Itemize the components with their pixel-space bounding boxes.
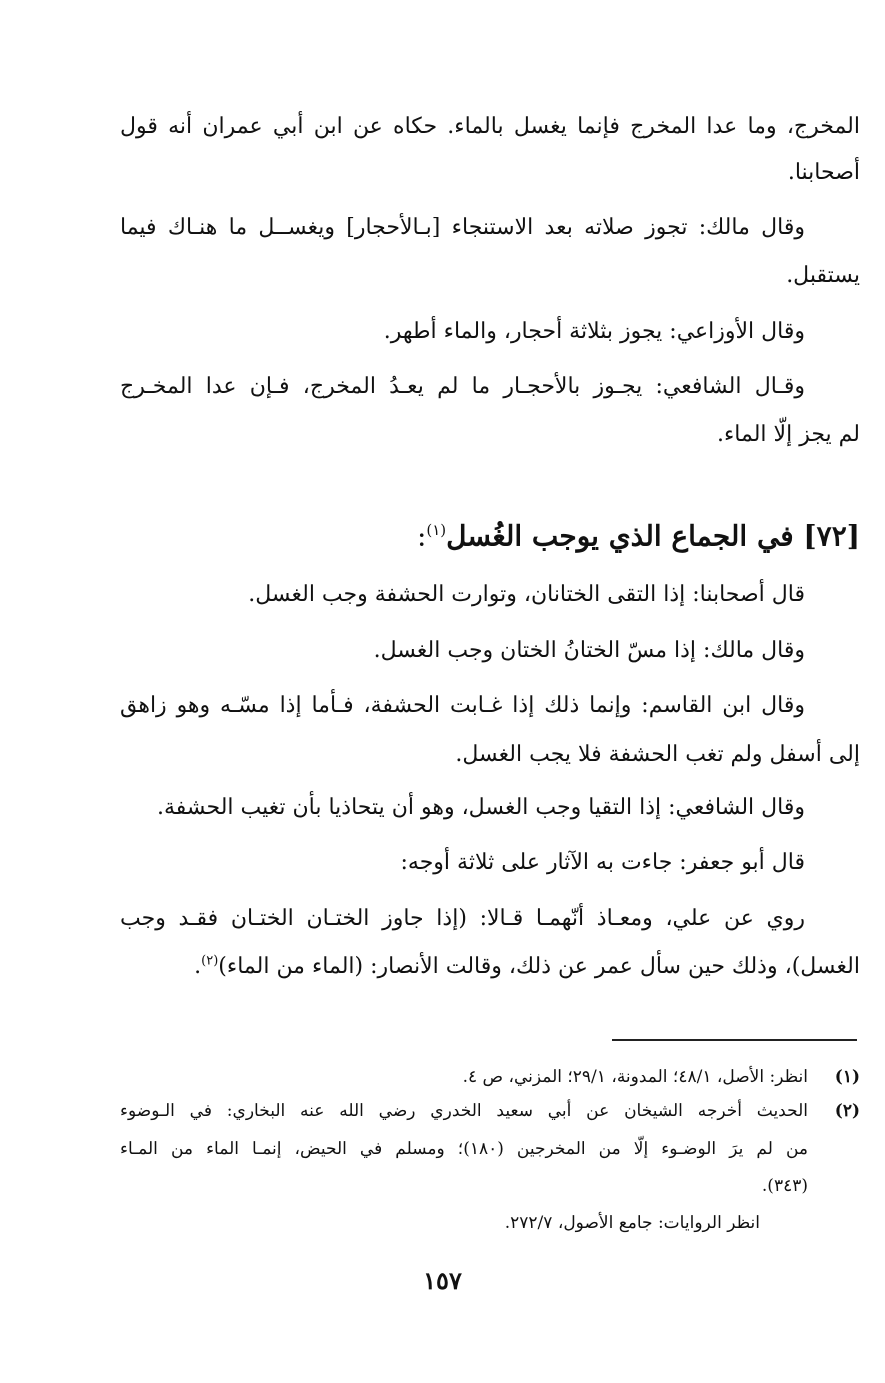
- paragraph-line: وقال مالك: إذا مسّ الختانُ الختان وجب الغسل.: [373, 638, 805, 663]
- paragraph-line: قال أصحابنا: إذا التقى الختانان، وتوارت الحشفة وجب الغسل.: [248, 582, 805, 607]
- footnote-text: انظر الروايات: جامع الأصول، ٢٧٢/٧.: [504, 1213, 760, 1233]
- footnote-text: (٣٤٣).: [761, 1176, 808, 1196]
- footnote-text: الحديث أخرجه الشيخان عن أبي سعيد الخدري رضي الله عنه البخاري: في الـوضوء: [120, 1101, 808, 1121]
- footnote-text: انظر: الأصل، ٤٨/١؛ المدونة، ٢٩/١؛ المزني، ص ٤.: [462, 1067, 808, 1087]
- footnote-separator: [612, 1039, 857, 1041]
- paragraph-line: أصحابنا.: [787, 160, 860, 185]
- section-title: في الجماع الذي يوجب الغُسل: [446, 519, 794, 553]
- footnote-number: (١): [834, 1067, 860, 1087]
- paragraph-line: يستقبل.: [786, 263, 860, 288]
- paragraph-line: روي عن علي، ومعـاذ أنّهمـا قـالا: (إذا جاوز الختـان الختـان فقـد وجب: [120, 906, 805, 931]
- paragraph-line: وقال ابن القاسم: وإنما ذلك إذا غـابت الحشفة، فـأما إذا مسّـه وهو زاهق: [120, 693, 805, 718]
- paragraph-line: وقال الشافعي: إذا التقيا وجب الغسل، وهو أن يتحاذيا بأن تغيب الحشفة.: [156, 795, 805, 820]
- paragraph-line: المخرج، وما عدا المخرج فإنما يغسل بالماء. حكاه عن ابن أبي عمران أنه قول: [120, 114, 860, 139]
- page-number: ١٥٧: [423, 1266, 462, 1295]
- paragraph-line: إلى أسفل ولم تغب الحشفة فلا يجب الغسل.: [455, 742, 860, 767]
- footnote-number: (٢): [834, 1101, 860, 1121]
- footnote-text: من لم يرَ الوضـوء إلّا من المخرجين (١٨٠)؛ ومسلم في الحيض، إنمـا الماء من المـاء: [120, 1139, 808, 1159]
- section-heading: [300, 512, 860, 554]
- footnote-ref[interactable]: (٢): [201, 953, 219, 969]
- paragraph-end: .: [194, 954, 202, 979]
- paragraph-line: [120, 952, 860, 982]
- paragraph-text: الغسل)، وذلك حين سأل عمر عن ذلك، وقالت الأنصار: (الماء من الماء): [218, 954, 860, 979]
- paragraph-line: لم يجز إلّا الماء.: [716, 422, 860, 447]
- paragraph-line: وقـال الشافعي: يجـوز بالأحجـار ما لم يعـدُ المخرج، فـإن عدا المخـرج: [120, 374, 805, 399]
- section-number: [٧٢]: [803, 519, 860, 553]
- footnote-ref[interactable]: (١): [426, 521, 447, 539]
- paragraph-line: وقال الأوزاعي: يجوز بثلاثة أحجار، والماء أطهر.: [383, 319, 805, 344]
- paragraph-line: قال أبو جعفر: جاءت به الآثار على ثلاثة أوجه:: [400, 850, 805, 875]
- paragraph-line: وقال مالك: تجوز صلاته بعد الاستنجاء [بـالأحجار] ويغســل ما هنـاك فيما: [120, 215, 805, 240]
- section-colon: :: [416, 519, 427, 553]
